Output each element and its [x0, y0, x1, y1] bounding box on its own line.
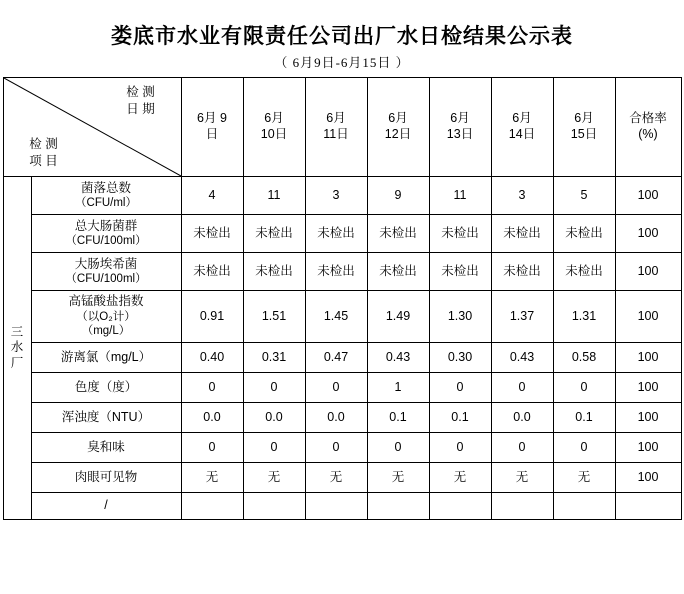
row-item-name [31, 433, 181, 463]
column-header-line1: 6月 [326, 111, 346, 126]
item-name-line1: 游离氯（mg/L） [60, 349, 152, 364]
table-row [3, 291, 681, 343]
cell-value: 0 [429, 373, 491, 403]
cell-value: 1.49 [367, 291, 429, 343]
cell-value: 无 [367, 463, 429, 493]
cell-value: 5 [553, 177, 615, 215]
row-item-name [31, 403, 181, 433]
item-name-line2: （CFU/100ml） [65, 273, 147, 286]
header-corner-cell [3, 78, 181, 177]
cell-value: 1.37 [491, 291, 553, 343]
pass-rate-header-line2: (%) [638, 127, 658, 141]
item-name-line2: （CFU/100ml） [65, 235, 147, 248]
cell-value: 9 [367, 177, 429, 215]
cell-value: 未检出 [429, 215, 491, 253]
cell-pass-rate: 100 [615, 253, 681, 291]
cell-pass-rate: 100 [615, 463, 681, 493]
column-header-line2: 14日 [508, 127, 536, 141]
cell-value [367, 493, 429, 520]
cell-value: 未检出 [491, 253, 553, 291]
cell-value: 0.1 [367, 403, 429, 433]
cell-value: 11 [429, 177, 491, 215]
cell-value: 未检出 [553, 253, 615, 291]
cell-pass-rate: 100 [615, 373, 681, 403]
cell-value: 0 [553, 373, 615, 403]
cell-value: 0 [367, 433, 429, 463]
header-item-label [12, 136, 76, 170]
cell-value: 1.45 [305, 291, 367, 343]
cell-value: 0 [181, 433, 243, 463]
cell-value: 0.0 [181, 403, 243, 433]
pass-rate-header-line1: 合格率 [629, 111, 667, 126]
table-row [3, 493, 681, 520]
header-date-label-line1: 检 测 [126, 85, 155, 99]
cell-pass-rate: 100 [615, 343, 681, 373]
column-header-line1: 6月 [450, 111, 470, 126]
cell-value: 未检出 [305, 253, 367, 291]
cell-value: 0 [491, 373, 553, 403]
table-row [3, 253, 681, 291]
cell-value: 3 [305, 177, 367, 215]
plant-label-cell [3, 177, 31, 520]
row-item-name [31, 215, 181, 253]
header-item-label-line1: 检 测 [29, 137, 58, 152]
cell-value: 0 [181, 373, 243, 403]
cell-value: 3 [491, 177, 553, 215]
column-header-line1: 6月 [574, 111, 594, 126]
cell-pass-rate: 100 [615, 215, 681, 253]
cell-value: 0.1 [429, 403, 491, 433]
column-header-line2: 15日 [570, 127, 598, 141]
cell-value: 0 [243, 433, 305, 463]
column-header-line2: 10日 [260, 127, 288, 141]
cell-pass-rate [615, 493, 681, 520]
column-header-line2: 12日 [384, 127, 412, 141]
cell-value: 0 [429, 433, 491, 463]
cell-value [243, 493, 305, 520]
column-header-pass-rate [615, 78, 681, 177]
page-title: 娄底市水业有限责任公司出厂水日检结果公示表 [111, 24, 573, 48]
cell-value: 0.1 [553, 403, 615, 433]
plant-label-char-2: 水 [10, 340, 24, 355]
cell-pass-rate: 100 [615, 403, 681, 433]
cell-value: 0.40 [181, 343, 243, 373]
cell-pass-rate: 100 [615, 177, 681, 215]
row-item-name [31, 253, 181, 291]
cell-value: 未检出 [243, 215, 305, 253]
cell-value: 0.0 [491, 403, 553, 433]
column-header-line2: 11日 [323, 127, 349, 141]
cell-value: 0.58 [553, 343, 615, 373]
column-header-line1: 6月 [388, 111, 408, 126]
cell-value [429, 493, 491, 520]
column-header-day-7 [553, 78, 615, 177]
cell-value: 0 [305, 433, 367, 463]
cell-pass-rate: 100 [615, 291, 681, 343]
cell-value: 未检出 [367, 253, 429, 291]
table-row [3, 433, 681, 463]
column-header-line1: 6月 [264, 111, 284, 126]
cell-value: 0.0 [243, 403, 305, 433]
column-header-day-5 [429, 78, 491, 177]
cell-value: 未检出 [243, 253, 305, 291]
table-row [3, 403, 681, 433]
cell-value: 无 [181, 463, 243, 493]
cell-value: 1 [367, 373, 429, 403]
cell-value: 无 [491, 463, 553, 493]
cell-value: 0 [491, 433, 553, 463]
column-header-day-4 [367, 78, 429, 177]
item-name-line1: 大肠埃希菌 [74, 256, 138, 271]
cell-value: 4 [181, 177, 243, 215]
plant-label-char-1: 三 [10, 324, 24, 339]
cell-value: 未检出 [429, 253, 491, 291]
column-header-day-6 [491, 78, 553, 177]
row-item-name: / [31, 493, 181, 520]
item-name-line1: 肉眼可见物 [74, 469, 138, 484]
item-name-line3: （mg/L） [81, 325, 131, 338]
item-name-line2: （以O₂计） [76, 310, 136, 323]
cell-value: 0 [553, 433, 615, 463]
cell-value: 0.47 [305, 343, 367, 373]
table-row [3, 463, 681, 493]
header-date-label-line2: 日 期 [126, 101, 155, 116]
cell-value: 0.43 [491, 343, 553, 373]
row-item-name [31, 463, 181, 493]
row-item-name [31, 343, 181, 373]
item-name-line1: 菌落总数 [80, 180, 131, 195]
cell-value: 未检出 [491, 215, 553, 253]
cell-value: 0 [305, 373, 367, 403]
plant-label-char-3: 厂 [10, 355, 24, 370]
cell-value [305, 493, 367, 520]
table-header-row [3, 78, 681, 177]
cell-value: 0.0 [305, 403, 367, 433]
column-header-day-2 [243, 78, 305, 177]
header-item-label-line2: 项 目 [29, 154, 58, 169]
cell-value: 未检出 [181, 215, 243, 253]
cell-value: 未检出 [305, 215, 367, 253]
row-item-name [31, 373, 181, 403]
table-row [3, 343, 681, 373]
cell-value [491, 493, 553, 520]
column-header-day-3 [305, 78, 367, 177]
cell-value: 无 [429, 463, 491, 493]
cell-value: 未检出 [181, 253, 243, 291]
table-row [3, 215, 681, 253]
water-quality-table [3, 77, 682, 520]
report-page [0, 20, 684, 594]
item-name-line1: 浑浊度（NTU） [61, 409, 151, 424]
cell-value: 1.30 [429, 291, 491, 343]
cell-value: 未检出 [553, 215, 615, 253]
column-header-line2: 日 [205, 127, 219, 141]
cell-pass-rate: 100 [615, 433, 681, 463]
item-name-line2: （CFU/ml） [75, 197, 137, 210]
header-date-label [109, 84, 173, 118]
cell-value: 无 [553, 463, 615, 493]
cell-value: 11 [243, 177, 305, 215]
cell-value: 0 [243, 373, 305, 403]
column-header-line1: 6月 9 [197, 111, 227, 126]
table-row [3, 373, 681, 403]
cell-value [181, 493, 243, 520]
row-item-name [31, 291, 181, 343]
cell-value: 无 [305, 463, 367, 493]
table-row [3, 177, 681, 215]
item-name-line1: 臭和味 [87, 439, 125, 454]
column-header-day-1 [181, 78, 243, 177]
cell-value [553, 493, 615, 520]
column-header-line1: 6月 [512, 111, 532, 126]
cell-value: 未检出 [367, 215, 429, 253]
cell-value: 1.31 [553, 291, 615, 343]
item-name-line1: 总大肠菌群 [74, 218, 138, 233]
cell-value: 0.91 [181, 291, 243, 343]
cell-value: 0.31 [243, 343, 305, 373]
cell-value: 0.43 [367, 343, 429, 373]
item-name-line1: 色度（度） [74, 379, 138, 394]
cell-value: 0.30 [429, 343, 491, 373]
row-item-name [31, 177, 181, 215]
cell-value: 无 [243, 463, 305, 493]
item-name-line1: 高锰酸盐指数 [68, 294, 144, 309]
cell-value: 1.51 [243, 291, 305, 343]
page-subtitle: （ 6月9日-6月15日 ） [274, 55, 410, 70]
column-header-line2: 13日 [446, 127, 474, 141]
